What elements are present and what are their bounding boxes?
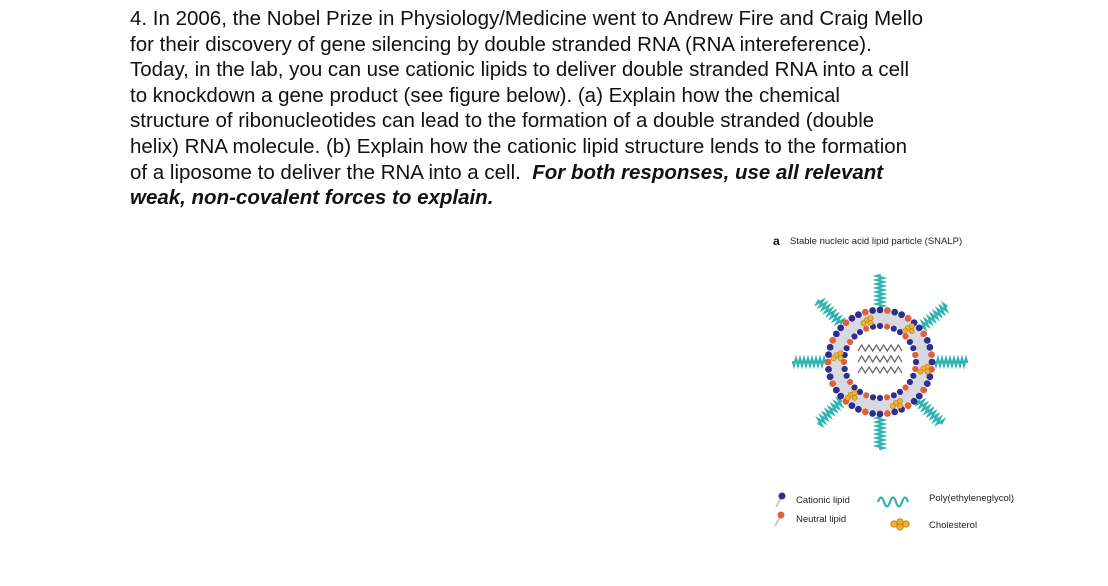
cationic-lipid-head — [891, 409, 898, 416]
neutral-lipid-head — [928, 351, 935, 358]
cholesterol-molecule — [868, 316, 873, 321]
cationic-lipid-head — [898, 311, 905, 318]
cationic-lipid-head — [897, 329, 903, 335]
cholesterol-molecule — [838, 356, 843, 361]
cationic-lipid-head — [924, 380, 931, 387]
cationic-lipid-head — [907, 379, 913, 385]
question-emphasis-1: For both responses, use all relevant — [532, 160, 884, 184]
cationic-lipid-head — [837, 325, 844, 332]
cholesterol-molecule — [852, 390, 857, 395]
cholesterol-molecule — [838, 351, 843, 356]
neutral-lipid-head — [920, 331, 927, 338]
cationic-lipid-head — [870, 394, 876, 400]
cationic-lipid-head — [929, 359, 936, 366]
encapsulated-rna — [858, 345, 902, 373]
cationic-lipid-head — [910, 373, 916, 379]
neutral-lipid-head — [920, 387, 927, 394]
legend-cationic-lipid: Cationic lipid — [796, 495, 850, 506]
snalp-figure — [770, 232, 1070, 542]
peg-chain — [917, 401, 943, 424]
cationic-lipid-head — [891, 309, 898, 316]
cholesterol-molecule — [925, 369, 930, 374]
cationic-lipid-head — [913, 359, 919, 365]
peg-chain — [817, 300, 843, 323]
cationic-lipid-head — [891, 392, 897, 398]
cholesterol-molecule — [868, 321, 873, 326]
neutral-lipid-head — [829, 380, 836, 387]
cationic-lipid-head — [910, 345, 916, 351]
neutral-lipid-head — [905, 402, 912, 409]
cholesterol-molecule — [861, 321, 866, 326]
legend-neutral-lipid: Neutral lipid — [796, 514, 847, 525]
peg-chain — [922, 304, 947, 329]
cationic-lipid-head — [844, 345, 850, 351]
cationic-lipid-head — [869, 307, 876, 314]
cationic-lipid-head — [891, 326, 897, 332]
cationic-lipid-head — [857, 389, 863, 395]
cationic-lipid-head — [827, 373, 834, 380]
snalp-diagram — [770, 250, 1070, 505]
neutral-lipid-head — [884, 410, 891, 417]
cationic-lipid-head — [849, 315, 856, 322]
cationic-lipid-head — [911, 398, 918, 405]
neutral-lipid-icon — [775, 512, 785, 527]
question-line-6: helix) RNA molecule. (b) Explain how the cationic lipid structure lends to the formation — [130, 134, 908, 158]
question-line-5: structure of ribonucleotides can lead to the formation of a double stranded (double — [130, 109, 875, 133]
question-emphasis-2: weak, non-covalent forces to explain. — [130, 186, 494, 210]
cholesterol-molecule — [925, 364, 930, 369]
cholesterol-molecule — [852, 395, 857, 400]
cationic-lipid-head — [877, 411, 884, 418]
cationic-lipid-head — [855, 311, 862, 318]
legend-peg-cholesterol-icons — [875, 490, 925, 534]
neutral-lipid-head — [862, 409, 869, 416]
peg-icon — [878, 498, 908, 507]
cationic-lipid-head — [851, 333, 857, 339]
neutral-lipid-head — [847, 339, 853, 345]
cholesterol-molecule — [909, 328, 914, 333]
question-line-2: for their discovery of gene silencing by double stranded RNA (RNA intereference). — [130, 32, 872, 56]
neutral-lipid-head — [902, 333, 908, 339]
cationic-lipid-head — [851, 384, 857, 390]
neutral-lipid-head — [902, 384, 908, 390]
cholesterol-molecule — [897, 398, 902, 403]
cationic-lipid-head — [825, 351, 832, 358]
cationic-lipid-head — [907, 339, 913, 345]
cationic-lipid-head — [916, 393, 923, 400]
neutral-lipid-head — [863, 392, 869, 398]
cationic-lipid-head — [869, 410, 876, 417]
neutral-lipid-head — [905, 315, 912, 322]
question-line-4: to knockdown a gene product (see figure below). (a) Explain how the chemical — [130, 83, 840, 107]
cationic-lipid-head — [877, 323, 883, 329]
cationic-lipid-head — [849, 402, 856, 409]
peg-chain — [818, 399, 841, 425]
figure-panel-letter: a — [773, 234, 780, 248]
cationic-lipid-head — [842, 366, 848, 372]
cationic-lipid-head — [877, 307, 884, 314]
cationic-lipid-head — [924, 337, 931, 344]
rna-strand — [858, 367, 902, 373]
question-text — [130, 6, 1030, 211]
legend-cholesterol: Cholesterol — [929, 520, 978, 531]
cationic-lipid-head — [927, 344, 934, 351]
cholesterol-molecule — [902, 328, 907, 333]
peg-chain — [877, 275, 884, 307]
cationic-lipid-head — [877, 395, 883, 401]
neutral-lipid-head — [863, 326, 869, 332]
cholesterol-molecule — [918, 369, 923, 374]
cholesterol-molecule — [897, 403, 902, 408]
peg-chain — [935, 359, 967, 366]
neutral-lipid-head — [884, 394, 890, 400]
legend-lipid-icons — [770, 490, 794, 530]
neutral-lipid-head — [912, 352, 918, 358]
cationic-lipid-head — [844, 373, 850, 379]
peg-chain — [793, 359, 825, 366]
neutral-lipid-head — [829, 337, 836, 344]
cationic-lipid-head — [897, 389, 903, 395]
neutral-lipid-head — [912, 366, 918, 372]
rna-strand — [858, 356, 902, 362]
cholesterol-molecule — [831, 356, 836, 361]
neutral-lipid-head — [825, 359, 832, 366]
cationic-lipid-head — [833, 331, 840, 338]
legend-peg: Poly(ethyleneglycol) — [929, 493, 1015, 504]
cationic-lipid-head — [837, 393, 844, 400]
cholesterol-molecule — [845, 395, 850, 400]
cholesterol-molecule — [909, 323, 914, 328]
cationic-lipid-head — [916, 325, 923, 332]
neutral-lipid-head — [843, 319, 850, 326]
neutral-lipid-head — [862, 309, 869, 316]
cationic-lipid-head — [857, 329, 863, 335]
question-line-3: Today, in the lab, you can use cationic lipids to deliver double stranded RNA into a cell — [130, 58, 910, 82]
question-line-7: of a liposome to deliver the RNA into a cell. — [130, 160, 521, 184]
figure-title: Stable nucleic acid lipid particle (SNALP) — [790, 236, 963, 247]
cholesterol-icon — [891, 519, 909, 530]
neutral-lipid-head — [847, 379, 853, 385]
cationic-lipid-head — [827, 344, 834, 351]
cationic-lipid-icon — [776, 493, 786, 508]
peg-chain — [877, 417, 884, 449]
neutral-lipid-head — [884, 324, 890, 330]
neutral-lipid-head — [884, 307, 891, 314]
question-line-1: 4. In 2006, the Nobel Prize in Physiology/Medicine went to Andrew Fire and Craig Mello — [130, 7, 924, 30]
cationic-lipid-head — [825, 366, 832, 373]
cationic-lipid-head — [833, 387, 840, 394]
rna-strand — [858, 345, 902, 351]
cationic-lipid-head — [855, 406, 862, 413]
cholesterol-molecule — [890, 403, 895, 408]
